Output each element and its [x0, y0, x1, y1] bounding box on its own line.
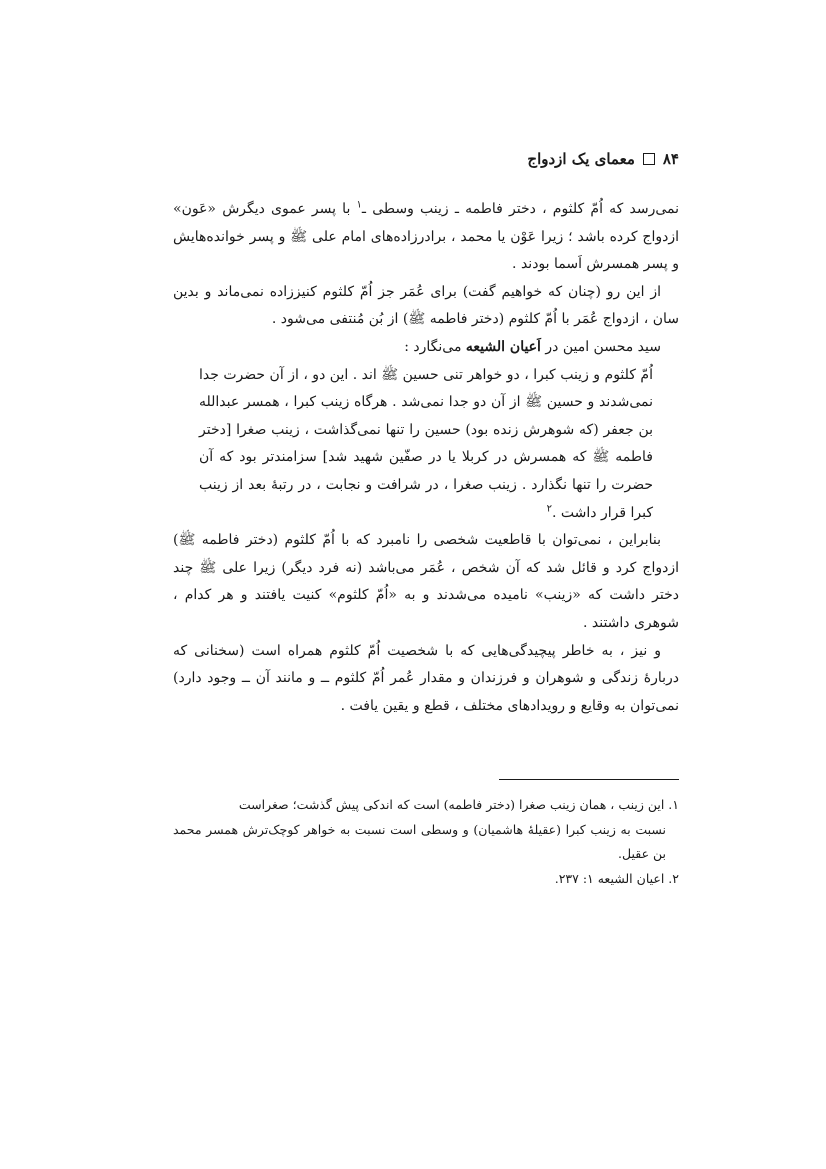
- paragraph-3: [173, 334, 679, 362]
- footnote-1-line-2: نسبت به زینب کبرا (عقیلهٔ هاشمیان) و وسطی است نسبت به خواهر کوچک‌ترش همسر محمد بن عقیل.: [173, 821, 666, 861]
- running-header: [527, 150, 679, 168]
- paragraph-2: از این رو (چنان که خواهیم گفت) برای عُمَر جز اُمّ کلثوم کنیززاده نمی‌ماند و بدین سان ، ازدواج عُمَر با اُمّ کلثوم (دختر فاطمه ﷺ) از بُن مُنتفی می‌شود .: [173, 283, 679, 328]
- footnote-ref-1: ۱: [356, 199, 362, 211]
- paragraph-3-part-a: سید محسن امین در: [540, 338, 661, 355]
- book-page: [173, 0, 679, 1169]
- paragraph-1-part-a: نمی‌رسد که اُمّ کلثوم ، دختر فاطمه ـ زینب وسطی ـ: [361, 201, 680, 217]
- footnote-2: ۲. اعیان الشیعه ۱: ۲۳۷.: [554, 870, 679, 886]
- paragraph-1-part-b: با پسر عموی دیگرش «عَون» ازدواج کرده باشد ؛ زیرا عَوْن یا محمد ، برادرزاده‌های امام علی ﷺ و پسر خوانده‌هایش و پسر همسرش اَسما بودند .: [173, 201, 679, 273]
- quote-body: اُمّ کلثوم و زینب کبرا ، دو خواهر تنی حسین ﷺ اند . این دو ، از آن حضرت جدا نمی‌شدند و حسین ﷺ از آن دو جدا نمی‌شد . هرگاه زینب کبرا ، همسر عبدالله بن جعفر (که شوهرش زنده بود) حسین را تنها نمی‌گذاشت ، زینب صغرا [دختر فاطمه ﷺ که همسرش در کربلا یا در صفّین شهید شد] سزامندتر بود که آن حضرت را تنها نگذارد . زینب صغرا ، در شرافت و نجابت ، در رتبهٔ بعد از زینب کبرا قرار داشت .: [199, 366, 653, 521]
- paragraph-4: بنابراین ، نمی‌توان با قاطعیت شخصی را نامبرد که با اُمّ کلثوم (دختر فاطمه ﷺ) ازدواج کرد و قائل شد که آن شخص ، عُمَر می‌باشد (نه فرد دیگر) زیرا علی ﷺ چند دختر داشت که «زینب» نامیده می‌شدند و به «اُمّ کلثوم» کنیت یافتند و هر کدام ، شوهری داشتند .: [173, 532, 679, 631]
- square-icon: [643, 153, 655, 165]
- paragraph-3-part-b: می‌نگارد :: [404, 338, 466, 355]
- chapter-title: معمای یک ازدواج: [527, 150, 635, 168]
- quote-text: [199, 362, 653, 528]
- page-number: ۸۴: [662, 150, 679, 168]
- block-quote: [199, 362, 653, 528]
- paragraph-5: و نیز ، به خاطر پیچیدگی‌هایی که با شخصیت اُمّ کلثوم همراه است (سخنانی که دربارهٔ زندگی و شوهران و فرزندان و مقدار عُمر اُمّ کلثوم ــ و مانند آن ــ وجود دارد) نمی‌توان به وقایع و رویدادهای مختلف ، قطع و یقین یافت .: [173, 642, 679, 714]
- paragraph-1: [173, 196, 679, 279]
- book-title: اَعیان الشیعه: [465, 338, 541, 355]
- footnote-1-line-1: ۱. این زینب ، همان زینب صغرا (دختر فاطمه) است که اندکی پیش گذشت؛ صغراست: [238, 797, 679, 812]
- footnotes: [173, 793, 679, 891]
- main-text: [173, 196, 679, 720]
- footnote-divider: [499, 779, 679, 780]
- footnote-ref-2: ۲: [546, 502, 553, 514]
